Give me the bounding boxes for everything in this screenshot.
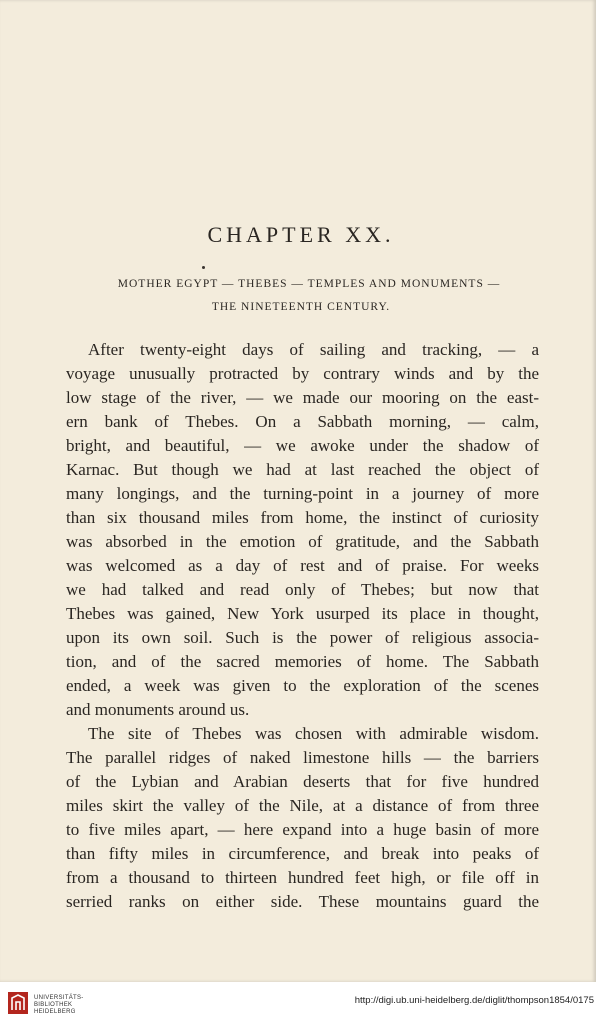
body-line: The parallel ridges of naked limestone hills — the barriers bbox=[66, 748, 539, 767]
body-line: low stage of the river, — we made our mooring on the east- bbox=[66, 388, 539, 407]
body-line: voyage unusually protracted by contrary winds and by the bbox=[66, 364, 539, 383]
body-line: and monuments around us. bbox=[66, 700, 250, 719]
body-line: was welcomed as a day of rest and of praise. For weeks bbox=[66, 556, 539, 575]
body-line: serried ranks on either side. These mountains guard the bbox=[66, 892, 539, 911]
body-line: tion, and of the sacred memories of home. The Sabbath bbox=[66, 652, 539, 671]
body-line: The site of Thebes was chosen with admirable wisdom. bbox=[88, 724, 539, 743]
body-line: miles skirt the valley of the Nile, at a distance of from three bbox=[66, 796, 539, 815]
body-line: After twenty-eight days of sailing and tracking, — a bbox=[88, 340, 539, 359]
footer-bar bbox=[0, 986, 602, 1030]
body-line: Thebes was gained, New York usurped its place in thought, bbox=[66, 604, 539, 623]
body-line: ern bank of Thebes. On a Sabbath morning, — calm, bbox=[66, 412, 539, 431]
body-line: we had talked and read only of Thebes; but now that bbox=[66, 580, 539, 599]
body-line: ended, a week was given to the exploration of the scenes bbox=[66, 676, 539, 695]
ink-dot bbox=[202, 266, 205, 269]
body-line: than fifty miles in circumference, and break into peaks of bbox=[66, 844, 539, 863]
source-url-link[interactable]: http://digi.ub.uni-heidelberg.de/diglit/thompson1854/0175 bbox=[354, 995, 594, 1006]
body-line: upon its own soil. Such is the power of religious associa- bbox=[66, 628, 539, 647]
body-line: bright, and beautiful, — we awoke under the shadow of bbox=[66, 436, 539, 455]
logo-text-line-1: UNIVERSITÄTS- bbox=[34, 995, 84, 1001]
body-line: than six thousand miles from home, the instinct of curiosity bbox=[66, 508, 539, 527]
logo-text-line-3: HEIDELBERG bbox=[34, 1009, 76, 1015]
chapter-subtitle-line-2: THE NINETEENTH CENTURY. bbox=[211, 301, 391, 313]
body-line: was absorbed in the emotion of gratitude, and the Sabbath bbox=[66, 532, 539, 551]
body-line: from a thousand to thirteen hundred feet high, or file off in bbox=[66, 868, 539, 887]
chapter-subtitle-line-1: MOTHER EGYPT — THEBES — TEMPLES AND MONUMENTS — bbox=[117, 278, 501, 290]
body-line: of the Lybian and Arabian deserts that for five hundred bbox=[66, 772, 539, 791]
body-line: to five miles apart, — here expand into a huge basin of more bbox=[66, 820, 539, 839]
logo-text-line-2: BIBLIOTHEK bbox=[34, 1002, 73, 1008]
chapter-title: CHAPTER XX. bbox=[207, 222, 395, 247]
body-line: many longings, and the turning-point in a journey of more bbox=[66, 484, 539, 503]
body-line: Karnac. But though we had at last reached the object of bbox=[66, 460, 539, 479]
library-logo-icon bbox=[8, 992, 28, 1014]
